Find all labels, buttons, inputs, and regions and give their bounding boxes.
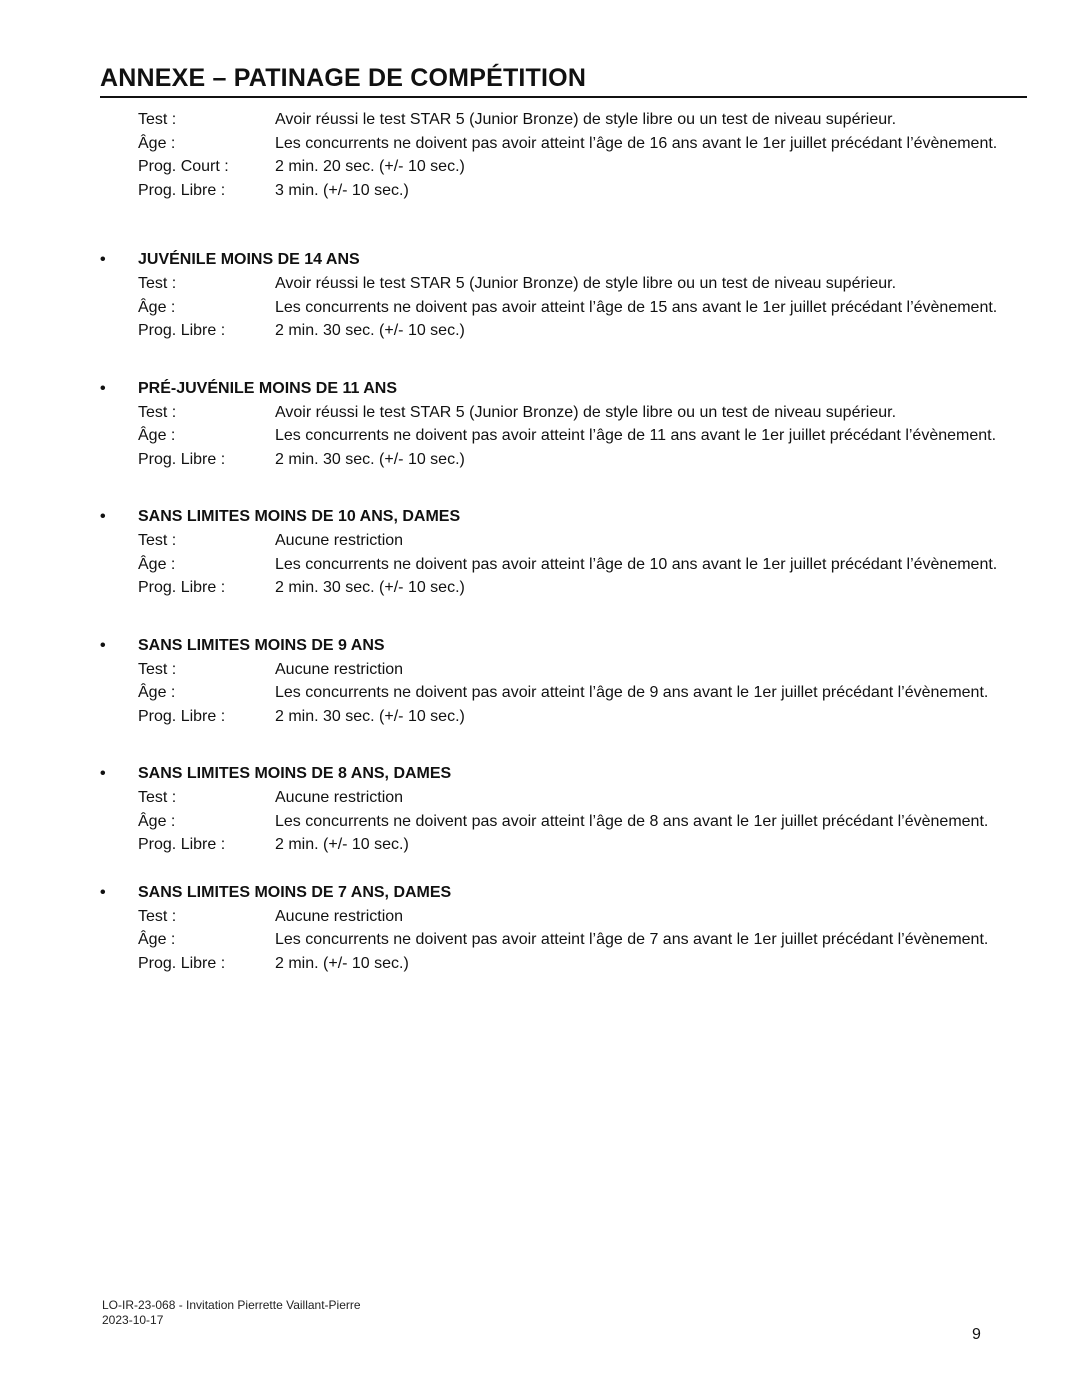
free-program-value: 2 min. (+/- 10 sec.) <box>275 836 409 853</box>
age-label: Âge : <box>138 298 176 316</box>
category-title: SANS LIMITES MOINS DE 10 ANS, DAMES <box>138 508 461 525</box>
age-value: Les concurrents ne doivent pas avoir atteint l’âge de 10 ans avant le 1er juillet précédant l’évènement. <box>275 555 998 573</box>
test-row <box>0 529 1080 553</box>
short-program-label: Prog. Court : <box>138 158 229 175</box>
footer-date: 2023-10-17 <box>102 1313 164 1327</box>
age-row <box>0 424 1080 448</box>
test-label: Test : <box>138 532 177 549</box>
page-number: 9 <box>972 1326 981 1343</box>
age-value: Les concurrents ne doivent pas avoir atteint l’âge de 7 ans avant le 1er juillet précédant l’évènement. <box>275 931 989 948</box>
document-body <box>0 108 1080 1009</box>
category-title: SANS LIMITES MOINS DE 8 ANS, DAMES <box>138 765 452 782</box>
free-program-row <box>0 705 1080 729</box>
free-program-label: Prog. Libre : <box>138 579 226 596</box>
free-program-value: 2 min. 30 sec. (+/- 10 sec.) <box>275 450 465 468</box>
free-program-value: 3 min. (+/- 10 sec.) <box>275 181 409 199</box>
test-row <box>0 401 1080 425</box>
free-program-value: 2 min. 30 sec. (+/- 10 sec.) <box>275 322 465 339</box>
free-program-label: Prog. Libre : <box>138 836 226 853</box>
age-row <box>0 928 1080 952</box>
category-section <box>0 377 1080 472</box>
age-row <box>0 553 1080 577</box>
free-program-row <box>0 833 1080 857</box>
free-program-label: Prog. Libre : <box>138 181 226 199</box>
age-label: Âge : <box>138 555 176 573</box>
test-label: Test : <box>138 275 177 292</box>
test-value: Aucune restriction <box>275 660 404 678</box>
free-program-value: 2 min. (+/- 10 sec.) <box>275 954 409 972</box>
test-value: Avoir réussi le test STAR 5 (Junior Bronze) de style libre ou un test de niveau supérieur. <box>275 275 897 292</box>
intro-block <box>0 108 1080 202</box>
free-program-row <box>0 576 1080 600</box>
free-program-label: Prog. Libre : <box>138 322 226 339</box>
short-program-row <box>0 155 1080 179</box>
test-label: Test : <box>138 403 177 421</box>
age-label: Âge : <box>138 931 176 948</box>
free-program-label: Prog. Libre : <box>138 954 226 972</box>
category-title: JUVÉNILE MOINS DE 14 ANS <box>138 251 360 268</box>
age-label: Âge : <box>138 134 176 152</box>
category-section <box>0 248 1080 343</box>
free-program-row <box>0 952 1080 976</box>
page-title: ANNEXE – PATINAGE DE COMPÉTITION <box>100 62 1027 98</box>
test-row <box>0 658 1080 682</box>
age-value: Les concurrents ne doivent pas avoir atteint l’âge de 9 ans avant le 1er juillet précédant l’évènement. <box>275 684 989 701</box>
category-section <box>0 881 1080 976</box>
category-title: SANS LIMITES MOINS DE 7 ANS, DAMES <box>138 883 452 901</box>
free-program-value: 2 min. 30 sec. (+/- 10 sec.) <box>275 707 465 725</box>
free-program-value: 2 min. 30 sec. (+/- 10 sec.) <box>275 579 465 596</box>
test-label: Test : <box>138 660 177 678</box>
test-label: Test : <box>138 111 177 128</box>
bullet-icon: • <box>100 883 106 901</box>
test-row <box>0 272 1080 296</box>
bullet-icon: • <box>100 636 106 654</box>
short-program-value: 2 min. 20 sec. (+/- 10 sec.) <box>275 158 465 175</box>
age-value: Les concurrents ne doivent pas avoir atteint l’âge de 15 ans avant le 1er juillet précédant l’évènement. <box>275 298 998 316</box>
age-row <box>0 132 1080 156</box>
test-label: Test : <box>138 789 177 806</box>
test-value: Aucune restriction <box>275 532 404 549</box>
free-program-row <box>0 448 1080 472</box>
category-section <box>0 505 1080 600</box>
age-row <box>0 810 1080 834</box>
category-section <box>0 634 1080 729</box>
free-program-row <box>0 319 1080 343</box>
age-value: Les concurrents ne doivent pas avoir atteint l’âge de 11 ans avant le 1er juillet précédant l’évènement. <box>275 427 997 444</box>
free-program-label: Prog. Libre : <box>138 450 226 468</box>
free-program-label: Prog. Libre : <box>138 707 226 725</box>
test-value: Aucune restriction <box>275 789 404 806</box>
bullet-icon: • <box>100 251 106 268</box>
bullet-icon: • <box>100 765 106 782</box>
age-label: Âge : <box>138 427 176 444</box>
test-value: Avoir réussi le test STAR 5 (Junior Bronze) de style libre ou un test de niveau supérieur. <box>275 403 897 421</box>
age-value: Les concurrents ne doivent pas avoir atteint l’âge de 16 ans avant le 1er juillet précédant l’évènement. <box>275 134 998 152</box>
test-value: Avoir réussi le test STAR 5 (Junior Bronze) de style libre ou un test de niveau supérieur. <box>275 111 897 128</box>
bullet-icon: • <box>100 508 106 525</box>
test-row <box>0 108 1080 132</box>
free-program-row <box>0 179 1080 203</box>
category-section <box>0 762 1080 857</box>
age-label: Âge : <box>138 812 176 830</box>
test-label: Test : <box>138 907 177 925</box>
test-value: Aucune restriction <box>275 907 404 925</box>
age-value: Les concurrents ne doivent pas avoir atteint l’âge de 8 ans avant le 1er juillet précédant l’évènement. <box>275 812 989 830</box>
age-label: Âge : <box>138 684 176 701</box>
footer <box>102 1298 361 1328</box>
test-row <box>0 786 1080 810</box>
category-title: SANS LIMITES MOINS DE 9 ANS <box>138 636 385 654</box>
footer-doc-ref: LO-IR-23-068 - Invitation Pierrette Vaillant-Pierre <box>102 1298 361 1312</box>
bullet-icon: • <box>100 379 106 397</box>
age-row <box>0 681 1080 705</box>
age-row <box>0 296 1080 320</box>
test-row <box>0 905 1080 929</box>
category-title: PRÉ-JUVÉNILE MOINS DE 11 ANS <box>138 379 398 397</box>
